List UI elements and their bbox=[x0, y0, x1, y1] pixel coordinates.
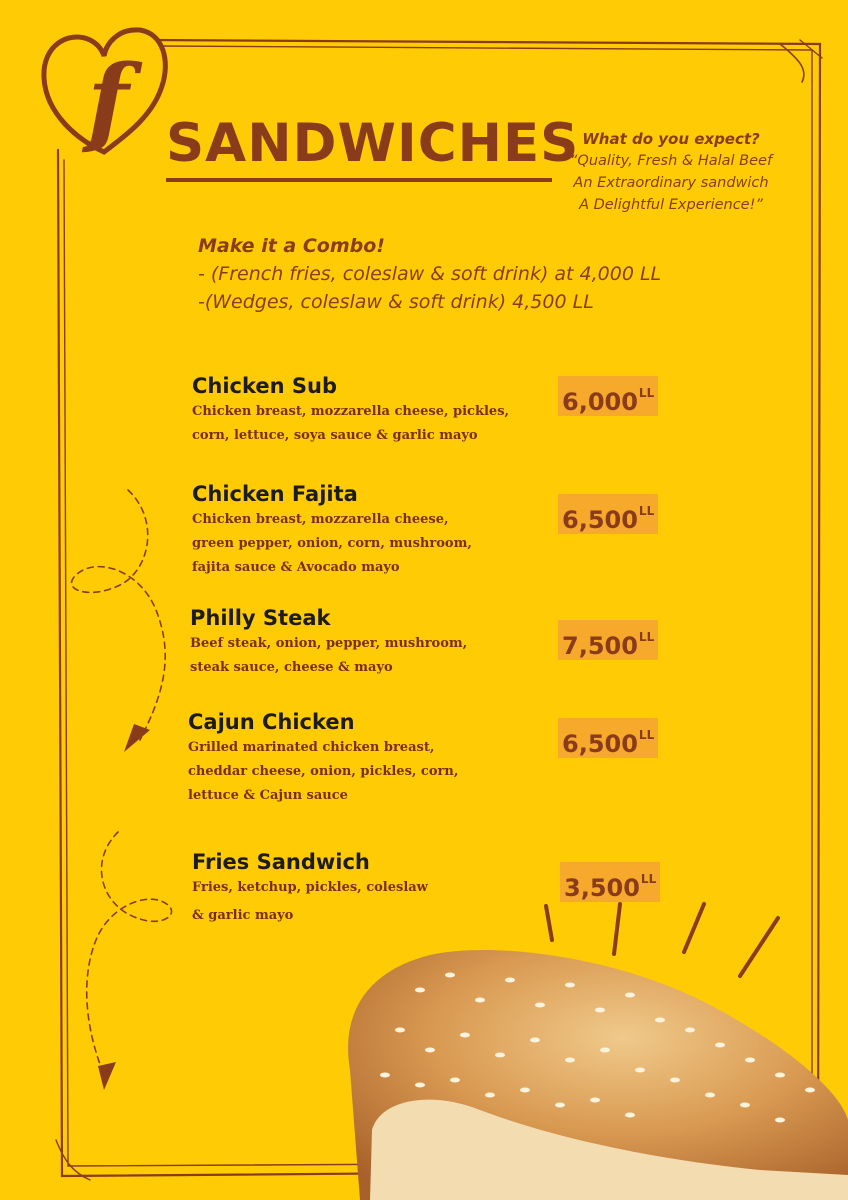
item-desc: green pepper, onion, corn, mushroom, bbox=[192, 536, 472, 551]
currency-label: LL bbox=[638, 504, 655, 518]
item-desc: Chicken breast, mozzarella cheese, bbox=[192, 512, 449, 527]
item-name: Fries Sandwich bbox=[192, 850, 370, 874]
item-desc: Beef steak, onion, pepper, mushroom, bbox=[190, 636, 468, 651]
logo-letter: f bbox=[87, 44, 129, 157]
dashed-arrow-path bbox=[87, 832, 172, 1075]
bread-roll-image bbox=[348, 950, 848, 1200]
item-desc: Fries, ketchup, pickles, coleslaw bbox=[192, 880, 428, 895]
sparkle-line bbox=[546, 906, 552, 940]
price-value: 6,500 bbox=[562, 506, 638, 534]
item-desc: & garlic mayo bbox=[192, 908, 294, 923]
price-value: 6,000 bbox=[562, 388, 638, 416]
tagline-line: An Extraordinary sandwich bbox=[573, 175, 769, 191]
item-name: Chicken Sub bbox=[192, 374, 338, 398]
sparkle-line bbox=[740, 918, 778, 976]
item-desc: steak sauce, cheese & mayo bbox=[190, 660, 393, 675]
item-desc: fajita sauce & Avocado mayo bbox=[192, 560, 400, 575]
dashed-arrow-path bbox=[72, 490, 166, 740]
page-title: SANDWICHES bbox=[166, 113, 580, 174]
item-name: Chicken Fajita bbox=[192, 482, 358, 506]
item-desc: corn, lettuce, soya sauce & garlic mayo bbox=[192, 428, 478, 443]
sparkle-line bbox=[684, 904, 704, 952]
price-value: 3,500 bbox=[564, 874, 640, 902]
item-desc: cheddar cheese, onion, pickles, corn, bbox=[188, 764, 459, 779]
currency-label: LL bbox=[638, 728, 655, 742]
sparkle-line bbox=[614, 904, 620, 954]
combo-heading: Make it a Combo! bbox=[198, 235, 385, 257]
currency-label: LL bbox=[638, 630, 655, 644]
tagline-line: “Quality, Fresh & Halal Beef bbox=[569, 153, 773, 169]
item-name: Cajun Chicken bbox=[188, 710, 355, 734]
currency-label: LL bbox=[638, 386, 655, 400]
price-value: 7,500 bbox=[562, 632, 638, 660]
currency-label: LL bbox=[640, 872, 657, 886]
combo-option: - (French fries, coleslaw & soft drink) at 4,000 LL bbox=[198, 263, 662, 285]
item-desc: Grilled marinated chicken breast, bbox=[188, 740, 435, 755]
item-name: Philly Steak bbox=[190, 606, 331, 630]
arrow-head-icon bbox=[98, 1062, 116, 1090]
item-desc: Chicken breast, mozzarella cheese, pickles, bbox=[192, 404, 510, 419]
tagline-line: A Delightful Experience!” bbox=[579, 197, 763, 213]
tagline-heading: What do you expect? bbox=[582, 130, 760, 148]
price-value: 6,500 bbox=[562, 730, 638, 758]
item-desc: lettuce & Cajun sauce bbox=[188, 788, 348, 803]
combo-option: -(Wedges, coleslaw & soft drink) 4,500 LL bbox=[198, 291, 594, 313]
